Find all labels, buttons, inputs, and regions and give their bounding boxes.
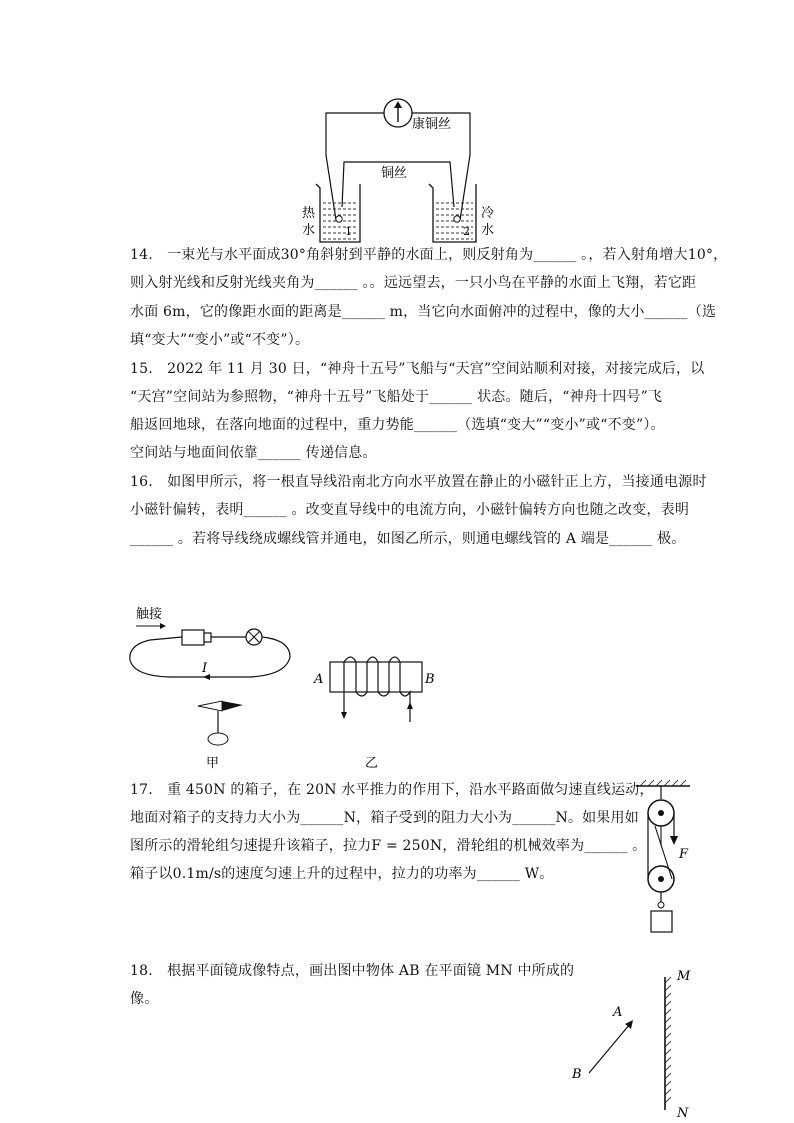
junction-1-label: 1 [345, 225, 352, 238]
label-cold-1: 冷 [481, 206, 495, 221]
q16-line-3: ______ 。若将导线绕成螺线管并通电，如图乙所示，则通电螺线管的 A 端是______ 极。 [130, 531, 686, 547]
label-mirror-n: N [677, 1106, 689, 1121]
label-touch: 触接 [136, 607, 163, 622]
label-force-f: F [679, 847, 689, 862]
q15-line-4: 空间站与地面间依靠______ 传递信息。 [130, 445, 377, 461]
label-copper: 铜丝 [381, 166, 408, 181]
q14-line-1: 14. 一束光与水平面成30°角斜射到平静的水面上，则反射角为______ 。，若入射角增大10°， [130, 247, 728, 263]
label-point-a: A [613, 1005, 623, 1020]
plane-mirror-icon [665, 977, 671, 1110]
label-mirror-m: M [677, 969, 691, 984]
object-ab-arrow [589, 1024, 630, 1073]
q16-line-2: 小磁针偏转，表明______ 。改变直导线中的电流方向，小磁针偏转方向也随之改变，表明 [130, 502, 690, 518]
label-solenoid-a: A [314, 672, 324, 687]
q17-line-4: 箱子以0.1m/s的速度匀速上升的过程中，拉力的功率为______ W。 [130, 866, 554, 882]
label-current: I [202, 661, 208, 676]
q14-line-3: 水面 6m，它的像距水面的距离是______ m，当它向水面俯冲的过程中，像的大小______（选 [130, 304, 717, 320]
junction-2-label: 2 [463, 225, 470, 238]
q14-line-4: 填“变大”“变小”或“不变”）。 [130, 332, 310, 348]
label-constantan: 康铜丝 [412, 117, 452, 132]
label-cold-2: 水 [481, 223, 495, 238]
q17-line-2: 地面对箱子的支持力大小为______N，箱子受到的阻力大小为______N。如果用如 [130, 810, 639, 826]
q15-line-3: 船返回地球，在落向地面的过程中，重力势能______（选填“变大”“变小”或“不变”）。 [130, 417, 665, 433]
q15-line-2: “天宫”空间站为参照物，“神舟十五号”飞船处于______ 状态。随后，“神舟十四号”飞 [130, 389, 663, 405]
q18-line-2: 像。 [130, 991, 159, 1007]
q15-line-1: 15. 2022 年 11 月 30 日，“神舟十五号”飞船与“天宫”空间站顺利对接，对接完成后，以 [130, 361, 705, 377]
q18-line-1: 18. 根据平面镜成像特点，画出图中物体 AB 在平面镜 MN 中所成的 [130, 963, 575, 979]
q16-line-1: 16. 如图甲所示，将一根直导线沿南北方向水平放置在静止的小磁针正上方，当接通电源时 [130, 474, 707, 490]
q14-line-2: 则入射光线和反射光线夹角为______ 。。远远望去，一只小鸟在平静的水面上飞翔，若它距 [130, 275, 697, 291]
label-jia: 甲 [206, 756, 220, 771]
q17-line-3: 图所示的滑轮组匀速提升该箱子，拉力F = 250N，滑轮组的机械效率为______ 。 [130, 838, 647, 854]
label-hot-1: 热 [302, 206, 316, 221]
label-yi: 乙 [365, 756, 379, 771]
label-solenoid-b: B [425, 672, 435, 687]
label-point-b: B [572, 1067, 582, 1082]
q17-line-1: 17. 重 450N 的箱子，在 20N 水平推力的作用下，沿水平路面做匀速直线运动， [130, 782, 654, 798]
label-hot-2: 水 [302, 223, 316, 238]
